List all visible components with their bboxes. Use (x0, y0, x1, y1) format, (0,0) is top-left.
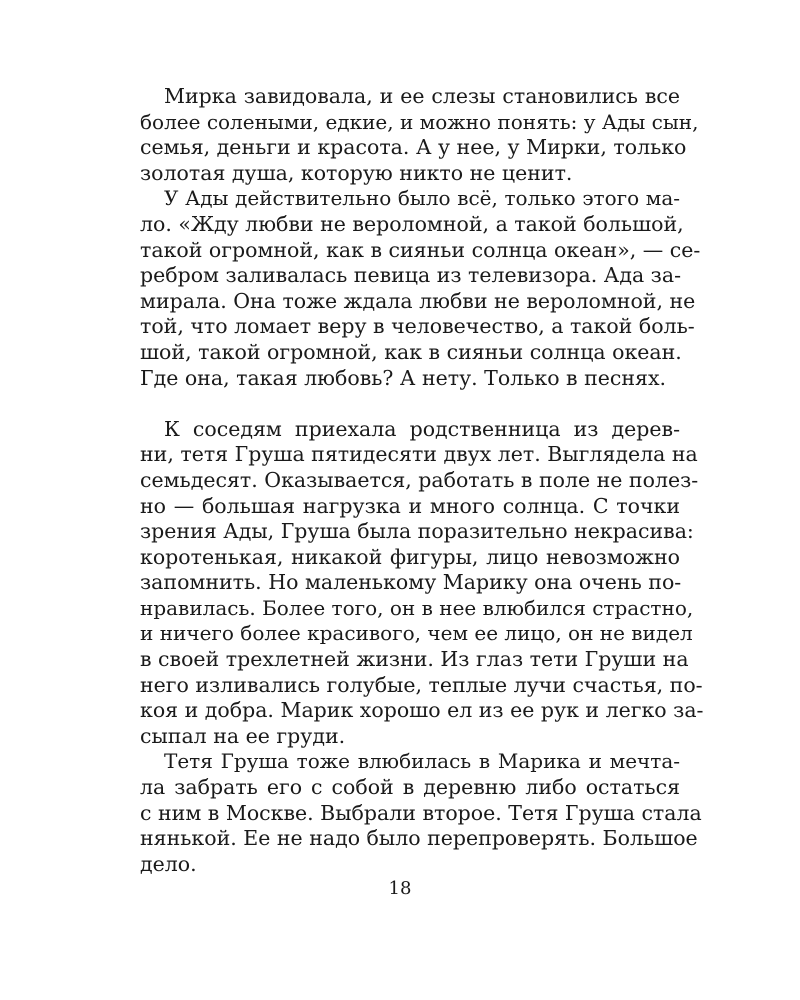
text-line: зрения Ады, Груша была поразительно некрасива: (140, 519, 694, 544)
text-line: мирала. Она тоже ждала любви не вероломной, не (140, 288, 696, 313)
text-line: ло. «Жду любви не вероломной, а такой большой, (140, 211, 684, 236)
text-line: семья, деньги и красота. А у нее, у Мирки, только (140, 135, 687, 160)
text-line: запомнить. Но маленькому Марику она очень по- (140, 570, 682, 595)
text-line: и ничего более красивого, чем ее лицо, он не видел (140, 621, 693, 646)
text-line: ни, тетя Груша пятидесяти двух лет. Выглядела на (140, 442, 698, 467)
text-line: в своей трехлетней жизни. Из глаз тети Груши на (140, 647, 689, 672)
text-line: такой огромной, как в сияньи солнца океан», — се- (140, 237, 701, 262)
text-line: но — большая нагрузка и много солнца. С точки (140, 493, 680, 518)
text-line: золотая душа, которую никто не ценит. (140, 160, 573, 185)
paragraph-2 (140, 186, 701, 391)
text-line: Мирка завидовала, и ее слезы становились все (164, 84, 680, 108)
text-line: У Ады действительно было всё, только этого ма- (164, 186, 680, 211)
text-line: К соседям приехала родственница из дерев- (164, 416, 680, 441)
text-line: ребром заливалась певица из телевизора. Ада за- (140, 263, 682, 288)
text-line: Где она, такая любовь? А нету. Только в песнях. (140, 365, 667, 390)
text-line: семьдесят. Оказывается, работать в поле не полез- (140, 467, 699, 492)
text-line: нянькой. Ее не надо было перепроверять. Большое (140, 826, 698, 851)
text-line: нравилась. Более того, он в нее влюбился страстно, (140, 595, 694, 620)
text-line: коротенькая, никакой фигуры, лицо невозможно (140, 544, 680, 569)
text-line: Тетя Груша тоже влюбилась в Марика и мечта- (164, 749, 680, 774)
section-break (140, 391, 680, 417)
paragraph-3 (140, 416, 704, 750)
text-line: шой, такой огромной, как в сияньи солнца океан. (140, 339, 682, 364)
paragraph-1 (140, 84, 699, 186)
page-number: 18 (388, 878, 412, 899)
body-text (140, 84, 704, 877)
text-line: дело. (140, 851, 197, 876)
text-line: сыпал на ее груди. (140, 723, 346, 748)
paragraph-4 (140, 749, 702, 877)
text-line: с ним в Москве. Выбрали второе. Тетя Груша стала (140, 800, 702, 825)
text-line: него изливались голубые, теплые лучи счастья, по- (140, 672, 703, 697)
text-line: коя и добра. Марик хорошо ел из ее рук и легко за- (140, 698, 704, 723)
text-line: ла забрать его с собой в деревню либо остаться (140, 775, 680, 800)
text-line: более солеными, едкие, и можно понять: у Ады сын, (140, 109, 699, 134)
text-line: той, что ломает веру в человечество, а такой боль- (140, 314, 695, 339)
